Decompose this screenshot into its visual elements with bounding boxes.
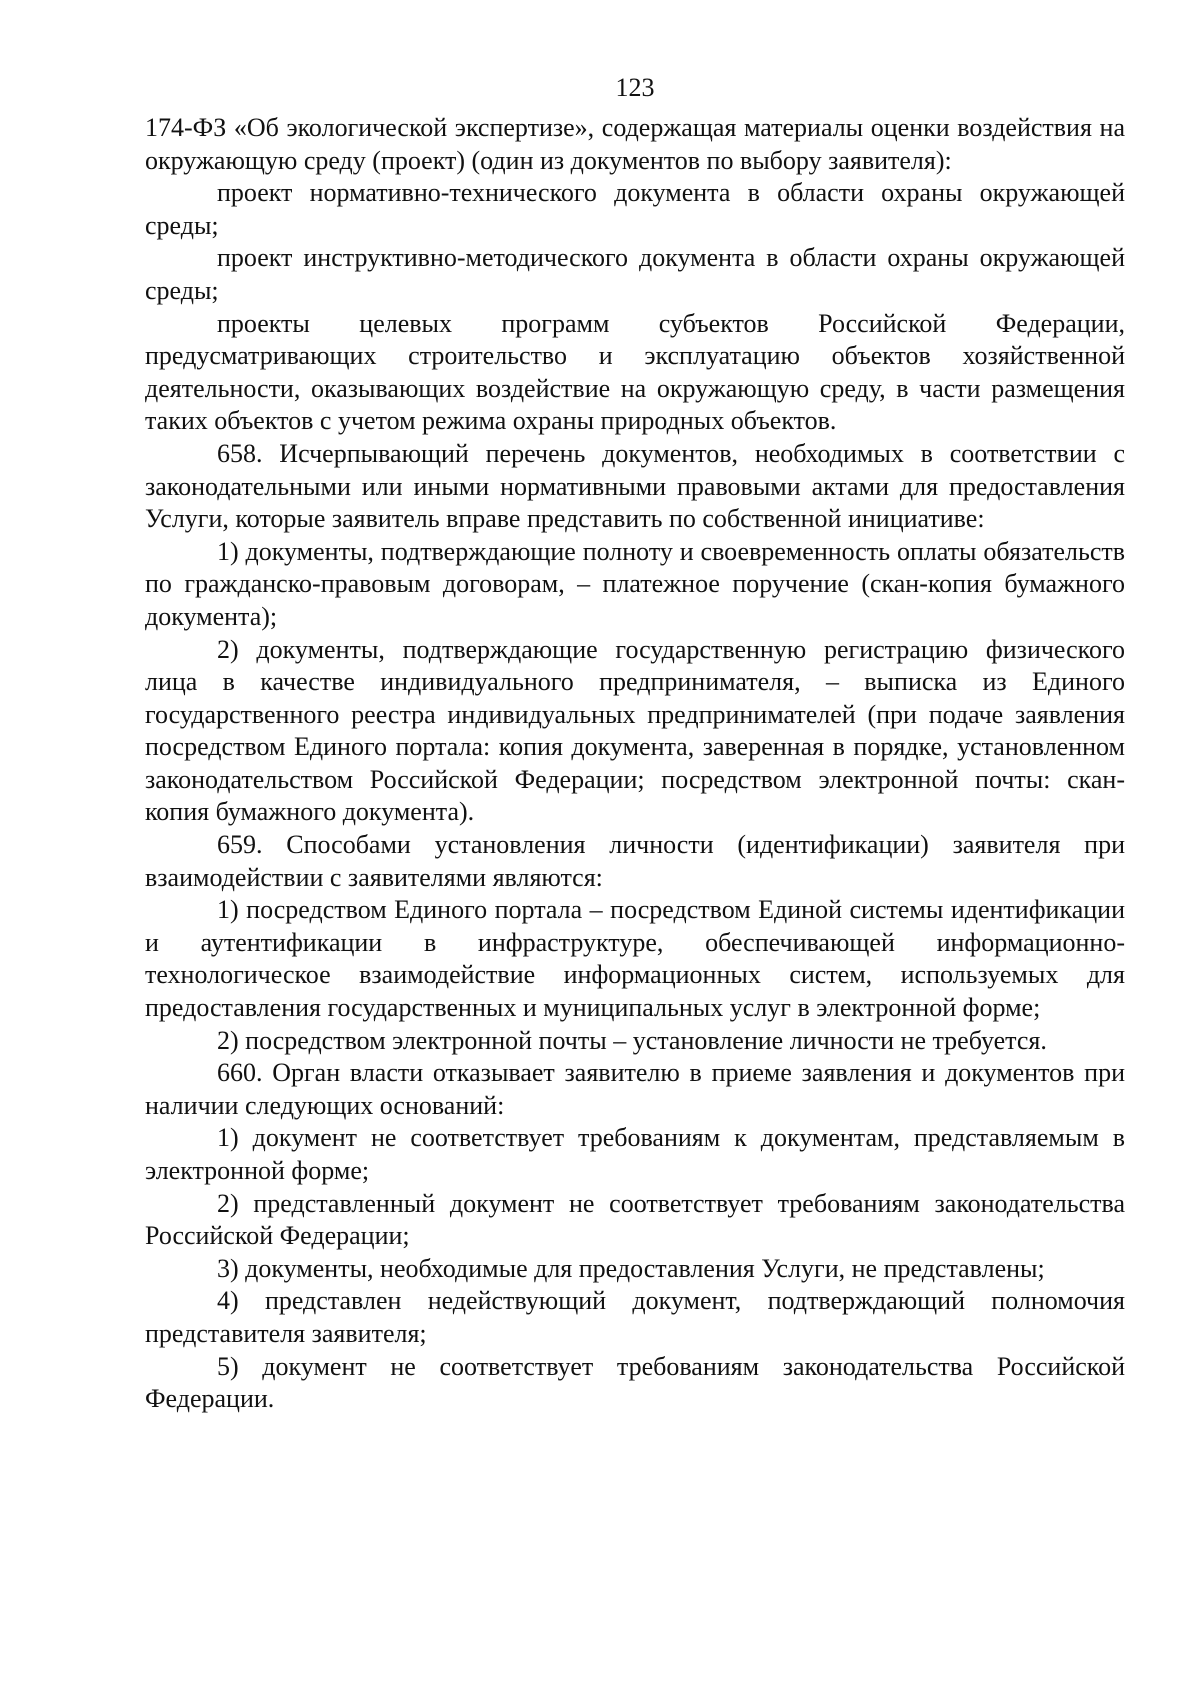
paragraph-14: 3) документы, необходимые для предоставления Услуги, не представлены;	[217, 1253, 1045, 1283]
paragraph-16: 5) документ не соответствует требованиям законодательства Российской Федерации.	[145, 1351, 1125, 1414]
paragraph-5: 658. Исчерпывающий перечень документов, необходимых в соответствии с законодательными или иными нормативными правовыми актами для предоставления Услуги, которые заявитель вправе представить по собственной инициативе:	[145, 438, 1125, 534]
paragraph-4: проекты целевых программ субъектов Российской Федерации, предусматривающих строительство и эксплуатацию объектов хозяйственной деятельности, оказывающих воздействие на окружающую среду, в части размещения таких объектов с учетом режима охраны природных объектов.	[145, 308, 1125, 436]
paragraph-6: 1) документы, подтверждающие полноту и своевременность оплаты обязательств по гражданско-правовым договорам, – платежное поручение (скан-копия бумажного документа);	[145, 536, 1125, 631]
paragraph-12: 1) документ не соответствует требованиям к документам, представляемым в электронной форме;	[145, 1123, 1125, 1185]
paragraph-8: 659. Способами установления личности (идентификации) заявителя при взаимодействии с заявителями являются:	[145, 830, 1125, 892]
paragraph-9: 1) посредством Единого портала – посредством Единой системы идентификации и аутентификации в инфраструктуре, обеспечивающей информационно-технологическое взаимодействие информационных систем, используемых для предоставления государственных и муниципальных услуг в электронной форме;	[145, 895, 1125, 1023]
paragraph-1: 174-ФЗ «Об экологической экспертизе», содержащая материалы оценки воздействия на окружающую среду (проект) (один из документов по выбору заявителя):	[145, 113, 1125, 175]
paragraph-10: 2) посредством электронной почты – установление личности не требуется.	[217, 1025, 1047, 1055]
document-body	[145, 112, 1125, 1416]
paragraph-15: 4) представлен недействующий документ, подтверждающий полномочия представителя заявителя;	[145, 1286, 1125, 1348]
paragraph-3: проект инструктивно-методического документа в области охраны окружающей среды;	[145, 243, 1125, 305]
paragraph-13: 2) представленный документ не соответствует требованиям законодательства Российской Федерации;	[145, 1188, 1125, 1251]
paragraph-11: 660. Орган власти отказывает заявителю в приеме заявления и документов при наличии следующих оснований:	[145, 1058, 1125, 1120]
page-number: 123	[615, 73, 655, 102]
paragraph-2: проект нормативно-технического документа в области охраны окружающей среды;	[145, 178, 1125, 240]
paragraph-7: 2) документы, подтверждающие государственную регистрацию физического лица в качестве индивидуального предпринимателя, – выписка из Единого государственного реестра индивидуальных предпринимателей (при подаче заявления посредством Единого портала: копия документа, заверенная в порядке, установленном законодательством Российской Федерации; посредством электронной почты: скан-копия бумажного документа).	[145, 634, 1125, 827]
